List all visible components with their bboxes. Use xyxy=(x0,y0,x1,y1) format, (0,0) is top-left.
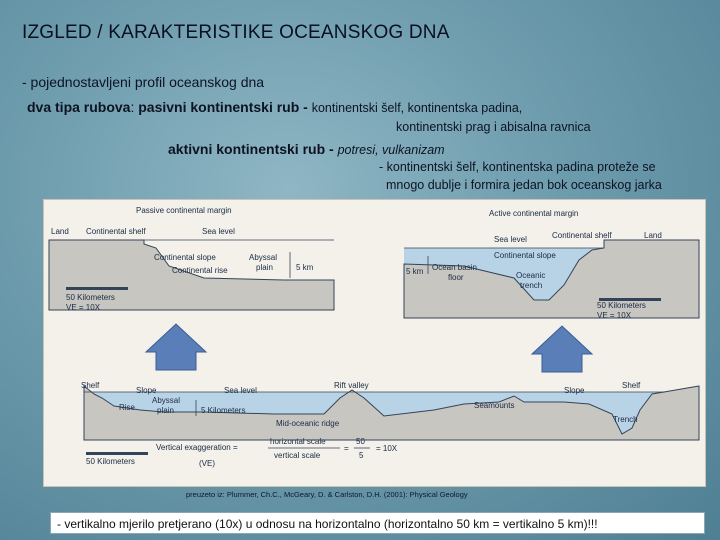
passive-slope: Continental slope xyxy=(154,253,216,262)
passive-title: Passive continental margin xyxy=(136,206,232,215)
ocean-ve-abbr: (VE) xyxy=(199,459,215,468)
ocean-scale-bar xyxy=(86,452,148,455)
ocean-shelf-right: Shelf xyxy=(622,381,641,390)
intro-line: - pojednostavljeni profil oceanskog dna xyxy=(22,74,265,90)
passive-shelf: Continental shelf xyxy=(86,227,146,236)
ocean-eq-sign: = xyxy=(344,444,349,453)
active-land: Land xyxy=(644,231,662,240)
active-ve: VE = 10X xyxy=(597,311,632,320)
margin-types-sep: : xyxy=(130,99,135,115)
arrow-to-active-icon xyxy=(532,326,592,372)
active-margin-label: aktivni kontinentski rub - xyxy=(168,141,334,157)
ocean-plain: plain xyxy=(157,406,174,415)
passive-scale-bar xyxy=(66,287,128,290)
ocean-seamounts: Seamounts xyxy=(474,401,515,410)
ocean-eq-result: = 10X xyxy=(376,444,398,453)
ocean-rise: Rise xyxy=(119,403,136,412)
passive-ve: VE = 10X xyxy=(66,303,101,312)
passive-margin-label: pasivni kontinentski rub - xyxy=(138,99,308,115)
active-sea-level: Sea level xyxy=(494,235,527,244)
footnote-box: - vertikalno mjerilo pretjerano (10x) u odnosu na horizontalno (horizontalno 50 km = vertikalno 5 km)!!! xyxy=(50,512,705,534)
active-margin-line xyxy=(168,141,445,157)
margin-types-lead: dva tipa rubova xyxy=(27,99,131,115)
passive-depth: 5 km xyxy=(296,263,314,272)
active-margin-panel xyxy=(404,209,699,320)
active-basin-2: floor xyxy=(448,273,464,282)
active-trench-1: Oceanic xyxy=(516,271,546,280)
credit-line: preuzeto iz: Plummer, Ch.C., McGeary, D. & Carlston, D.H. (2001): Physical Geology xyxy=(186,490,468,499)
active-trench-2: trench xyxy=(520,281,543,290)
active-depth: 5 km xyxy=(406,267,424,276)
active-margin-desc-1: potresi, vulkanizam xyxy=(337,143,445,157)
active-slope: Continental slope xyxy=(494,251,556,260)
ocean-h-scale: horizontal scale xyxy=(270,437,326,446)
slide-title: IZGLED / KARAKTERISTIKE OCEANSKOG DNA xyxy=(22,22,450,43)
ocean-scale: 50 Kilometers xyxy=(86,457,135,466)
active-margin-desc-3: mnogo dublje i formira jedan bok oceanskog jarka xyxy=(386,178,662,192)
arrow-to-passive-icon xyxy=(146,324,206,370)
active-margin-desc-2: - kontinentski šelf, kontinentska padina proteže se xyxy=(379,160,656,174)
ocean-shelf-left: Shelf xyxy=(81,381,100,390)
active-title: Active continental margin xyxy=(489,209,579,218)
active-scale: 50 Kilometers xyxy=(597,301,646,310)
margin-types-line xyxy=(27,99,522,115)
passive-abyssal: Abyssal xyxy=(249,253,278,262)
ocean-trench: Trench xyxy=(613,415,638,424)
passive-scale: 50 Kilometers xyxy=(66,293,115,302)
active-basin-1: Ocean basin xyxy=(432,263,477,272)
ocean-slope-right: Slope xyxy=(564,386,585,395)
ocean-ridge: Mid-oceanic ridge xyxy=(276,419,340,428)
ocean-eq-den: 5 xyxy=(359,451,364,460)
passive-margin-panel xyxy=(49,206,334,312)
passive-plain: plain xyxy=(256,263,273,272)
profile-svg xyxy=(44,200,705,486)
ocean-slope-left: Slope xyxy=(136,386,157,395)
ocean-ve-label: Vertical exaggeration = xyxy=(156,443,238,452)
passive-land: Land xyxy=(51,227,69,236)
active-shelf: Continental shelf xyxy=(552,231,612,240)
ocean-profile-panel xyxy=(81,381,699,468)
passive-rise: Continental rise xyxy=(172,266,228,275)
ocean-km: 5 Kilometers xyxy=(201,406,246,415)
ocean-rift: Rift valley xyxy=(334,381,369,390)
ocean-sea-level: Sea level xyxy=(224,386,257,395)
passive-sea-level: Sea level xyxy=(202,227,235,236)
passive-margin-desc-2: kontinentski prag i abisalna ravnica xyxy=(396,120,591,134)
ocean-abyssal: Abyssal xyxy=(152,396,181,405)
ocean-v-scale: vertical scale xyxy=(274,451,321,460)
passive-margin-desc-1: kontinentski šelf, kontinentska padina, xyxy=(311,101,523,115)
ocean-eq-num: 50 xyxy=(356,437,365,446)
ocean-floor-profile-diagram xyxy=(43,199,706,487)
